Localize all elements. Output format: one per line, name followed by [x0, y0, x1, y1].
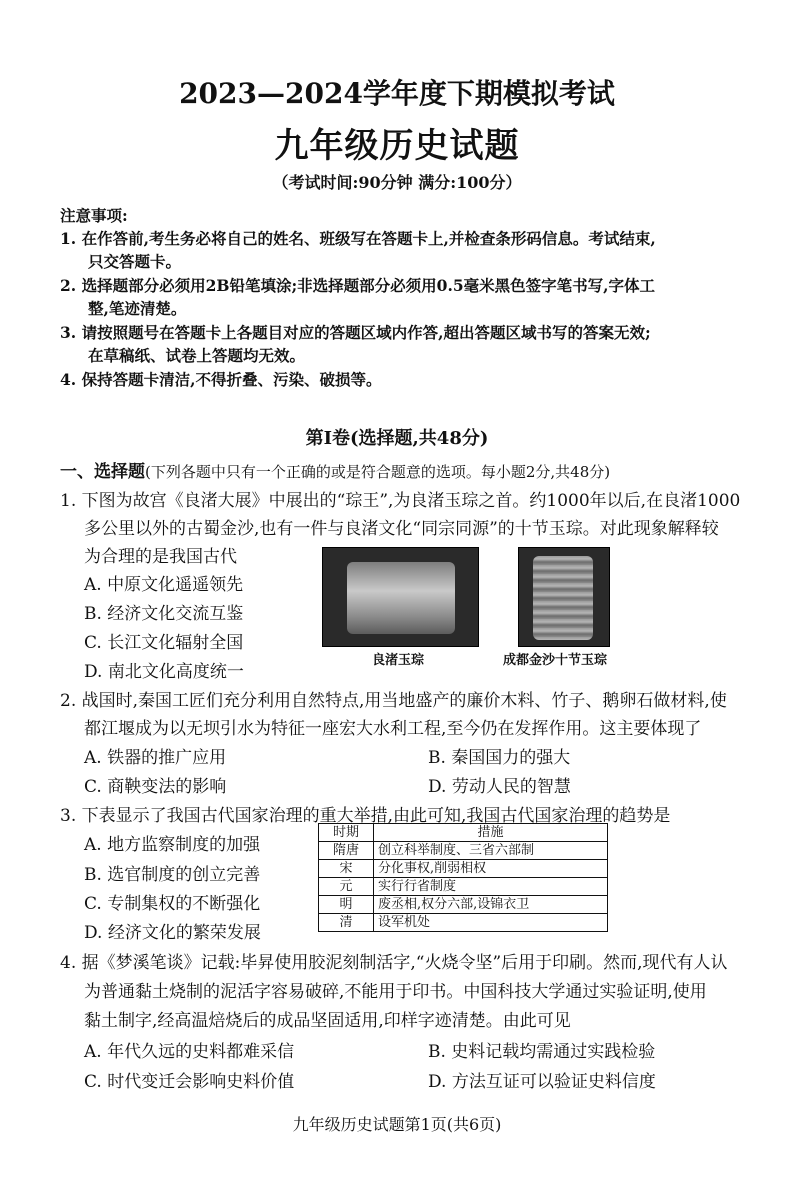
- question-3-option-d[interactable]: D. 经济文化的繁荣发展: [84, 923, 261, 943]
- question-4-line: 4. 据《梦溪笔谈》记载:毕昇使用胶泥刻制活字,“火烧令坚”后用于印刷。然而,现代有人认: [60, 953, 728, 973]
- table-cell-measure: 设军机处: [374, 914, 608, 932]
- question-1-option-d[interactable]: D. 南北文化高度统一: [84, 662, 244, 682]
- table-row: [319, 842, 608, 860]
- question-4-option-c[interactable]: C. 时代变迁会影响史料价值: [84, 1072, 295, 1092]
- liangzhu-caption: 良渚玉琮: [372, 653, 425, 668]
- exam-info: （考试时间:90分钟 满分:100分）: [272, 173, 522, 192]
- notice-line: 1. 在作答前,考生务必将自己的姓名、班级写在答题卡上,并检查条形码信息。考试结束,: [60, 229, 656, 248]
- question-2-option-b[interactable]: B. 秦国国力的强大: [428, 748, 571, 768]
- table-cell-period: 宋: [319, 860, 374, 878]
- liangzhu-jade-cong-image: [322, 547, 479, 647]
- table-cell-period: 隋唐: [319, 842, 374, 860]
- table-cell-period: 明: [319, 896, 374, 914]
- table-cell-period: 元: [319, 878, 374, 896]
- question-3-option-b[interactable]: B. 选官制度的创立完善: [84, 865, 261, 885]
- page-footer: 九年级历史试题第1页(共6页): [292, 1115, 502, 1134]
- table-row: [319, 914, 608, 932]
- subject-title: 九年级历史试题: [274, 126, 520, 166]
- governance-measures-table: [318, 823, 608, 932]
- question-4-option-b[interactable]: B. 史料记载均需通过实践检验: [428, 1042, 656, 1062]
- exam-title: 2023—2024学年度下期模拟考试: [179, 77, 615, 110]
- notice-line: 只交答题卡。: [88, 252, 182, 271]
- part-note: (下列各题中只有一个正确的或是符合题意的选项。每小题2分,共48分): [145, 463, 611, 481]
- question-4-line: 为普通黏土烧制的泥活字容易破碎,不能用于印书。中国科技大学通过实验证明,使用: [84, 982, 707, 1002]
- question-1-option-b[interactable]: B. 经济文化交流互鉴: [84, 604, 244, 624]
- jinsha-jade-cong-image: [518, 547, 610, 647]
- question-4-option-d[interactable]: D. 方法互证可以验证史料信度: [428, 1072, 656, 1092]
- table-cell-measure: 实行行省制度: [374, 878, 608, 896]
- notice-line: 4. 保持答题卡清洁,不得折叠、污染、破损等。: [60, 370, 382, 389]
- table-cell-measure: 创立科举制度、三省六部制: [374, 842, 608, 860]
- question-2-option-d[interactable]: D. 劳动人民的智慧: [428, 777, 571, 797]
- question-2-line: 都江堰成为以无坝引水为特征一座宏大水利工程,至今仍在发挥作用。这主要体现了: [84, 719, 702, 739]
- notice-line: 在草稿纸、试卷上答题均无效。: [88, 346, 306, 365]
- question-4-line: 黏土制字,经高温焙烧后的成品坚固适用,印样字迹清楚。由此可见: [84, 1011, 571, 1031]
- table-header-measure: 措施: [374, 824, 608, 842]
- table-row: [319, 878, 608, 896]
- notice-line: 3. 请按照题号在答题卡上各题目对应的答题区域内作答,超出答题区域书写的答案无效;: [60, 323, 651, 342]
- table-header-row: [319, 824, 608, 842]
- section-title: 第Ⅰ卷(选择题,共48分): [305, 428, 489, 449]
- table-row: [319, 860, 608, 878]
- question-2-line: 2. 战国时,秦国工匠们充分利用自然特点,用当地盛产的廉价木料、竹子、鹅卵石做材料,使: [60, 691, 727, 711]
- table-cell-measure: 废丞相,权分六部,设锦衣卫: [374, 896, 608, 914]
- question-4-option-a[interactable]: A. 年代久远的史料都难采信: [84, 1042, 295, 1062]
- question-2-option-c[interactable]: C. 商鞅变法的影响: [84, 777, 227, 797]
- question-1-line: 多公里以外的古蜀金沙,也有一件与良渚文化“同宗同源”的十节玉琮。对此现象解释较: [84, 519, 719, 539]
- part-heading: 一、选择题: [60, 462, 145, 482]
- jinsha-caption: 成都金沙十节玉琮: [503, 653, 608, 668]
- question-2-option-a[interactable]: A. 铁器的推广应用: [84, 748, 227, 768]
- question-1-option-c[interactable]: C. 长江文化辐射全国: [84, 633, 244, 653]
- notice-heading: 注意事项:: [60, 206, 128, 225]
- question-3-option-a[interactable]: A. 地方监察制度的加强: [84, 835, 261, 855]
- question-1-line: 为合理的是我国古代: [84, 547, 237, 567]
- question-1-option-a[interactable]: A. 中原文化遥遥领先: [84, 575, 244, 595]
- question-1-line: 1. 下图为故宫《良渚大展》中展出的“琮王”,为良渚玉琮之首。约1000年以后,在良渚1000: [60, 491, 741, 511]
- table-cell-period: 清: [319, 914, 374, 932]
- question-3-option-c[interactable]: C. 专制集权的不断强化: [84, 894, 261, 914]
- table-row: [319, 896, 608, 914]
- notice-line: 整,笔迹清楚。: [88, 299, 187, 318]
- question-3-line: 3. 下表显示了我国古代国家治理的重大举措,由此可知,我国古代国家治理的趋势是: [60, 806, 671, 826]
- part-heading-row: [60, 457, 610, 482]
- notice-line: 2. 选择题部分必须用2B铅笔填涂;非选择题部分必须用0.5毫米黑色签字笔书写,字体工: [60, 276, 656, 295]
- table-header-period: 时期: [319, 824, 374, 842]
- table-cell-measure: 分化事权,削弱相权: [374, 860, 608, 878]
